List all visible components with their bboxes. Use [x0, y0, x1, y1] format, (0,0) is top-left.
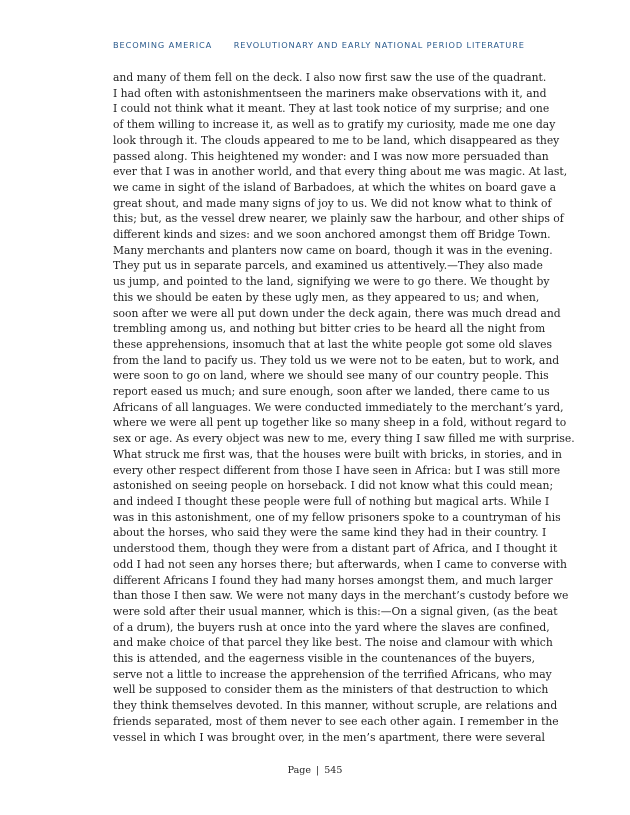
header-book-title: BECOMING AMERICA [113, 40, 213, 50]
text-line: this is attended, and the eagerness visible in the countenances of the buyers, [113, 652, 535, 666]
text-line: and make choice of that parcel they like best. The noise and clamour with which [113, 636, 553, 650]
text-line: than those I then saw. We were not many days in the merchant’s custody before we [113, 589, 569, 603]
text-line: trembling among us, and nothing but bitter cries to be heard all the night from [113, 322, 546, 336]
text-line: friends separated, most of them never to see each other again. I remember in the [113, 714, 559, 728]
text-line: this; but, as the vessel drew nearer, we plainly saw the harbour, and other ships of [113, 212, 564, 226]
page-footer [0, 765, 630, 776]
text-line: of them willing to increase it, as well as to gratify my curiosity, made me one day [113, 118, 556, 132]
text-line: and indeed I thought these people were full of nothing but magical arts. While I [113, 494, 550, 508]
text-line: every other respect different from those I have seen in Africa: but I was still more [113, 463, 561, 477]
page-label: Page [287, 765, 311, 776]
text-line: Africans of all languages. We were conducted immediately to the merchant’s yard, [113, 400, 564, 414]
text-line: astonished on seeing people on horseback. I did not know what this could mean; [113, 479, 554, 493]
text-line: of a drum), the buyers rush at once into the yard where the slaves are confined, [113, 620, 550, 634]
text-line: They put us in separate parcels, and examined us attentively.—They also made [113, 259, 543, 273]
text-line: we came in sight of the island of Barbadoes, at which the whites on board gave a [113, 180, 557, 194]
text-line: this we should be eaten by these ugly men, as they appeared to us; and when, [113, 290, 540, 304]
text-line: and many of them fell on the deck. I also now first saw the use of the quadrant. [113, 71, 547, 84]
text-line: I could not think what it meant. They at last took notice of my surprise; and one [113, 102, 550, 116]
body-text [113, 70, 575, 745]
text-line: ever that I was in another world, and that every thing about me was magic. At last, [113, 165, 568, 179]
text-line: different Africans I found they had many horses amongst them, and much larger [113, 573, 553, 587]
header-section-title: REVOLUTIONARY AND EARLY NATIONAL PERIOD LITERATURE [233, 40, 525, 50]
text-line: passed along. This heightened my wonder: and I was now more persuaded than [113, 149, 549, 163]
text-line: I had often with astonishmentseen the mariners make observations with it, and [113, 86, 547, 100]
page-separator: | [316, 765, 320, 776]
text-line: well be supposed to consider them as the ministers of that destruction to which [113, 683, 549, 697]
text-line: great shout, and made many signs of joy to us. We did not know what to think of [113, 196, 552, 210]
text-line: were soon to go on land, where we should see many of our country people. This [113, 369, 549, 383]
text-line: different kinds and sizes: and we soon anchored amongst them off Bridge Town. [113, 228, 551, 242]
text-line: odd I had not seen any horses there; but afterwards, when I came to converse with [113, 557, 567, 571]
text-line: serve not a little to increase the apprehension of the terrified Africans, who may [113, 667, 552, 681]
text-line: look through it. The clouds appeared to me to be land, which disappeared as they [113, 133, 560, 147]
text-line: What struck me first was, that the houses were built with bricks, in stories, and in [113, 447, 562, 461]
running-header [113, 40, 570, 50]
text-line: they think themselves devoted. In this manner, without scruple, are relations and [113, 699, 558, 713]
text-line: about the horses, who said they were the same kind they had in their country. I [113, 526, 547, 540]
text-line: from the land to pacify us. They told us we were not to be eaten, but to work, and [113, 353, 560, 367]
text-line: report eased us much; and sure enough, soon after we landed, there came to us [113, 385, 550, 399]
text-line: understood them, though they were from a distant part of Africa, and I thought it [113, 542, 558, 556]
text-line: vessel in which I was brought over, in the men’s apartment, there were several [113, 730, 545, 744]
text-line: was in this astonishment, one of my fellow prisoners spoke to a countryman of his [113, 510, 561, 524]
text-line: sex or age. As every object was new to me, every thing I saw filled me with surprise. [113, 432, 575, 446]
text-line: were sold after their usual manner, which is this:—On a signal given, (as the beat [113, 604, 558, 618]
text-line: soon after we were all put down under the deck again, there was much dread and [113, 306, 561, 320]
text-line: where we were all pent up together like so many sheep in a fold, without regard to [113, 416, 567, 430]
text-line: these apprehensions, insomuch that at last the white people got some old slaves [113, 337, 553, 351]
text-line: us jump, and pointed to the land, signifying we were to go there. We thought by [113, 275, 550, 289]
page-number: 545 [324, 765, 343, 776]
text-line: Many merchants and planters now came on board, though it was in the evening. [113, 243, 553, 257]
